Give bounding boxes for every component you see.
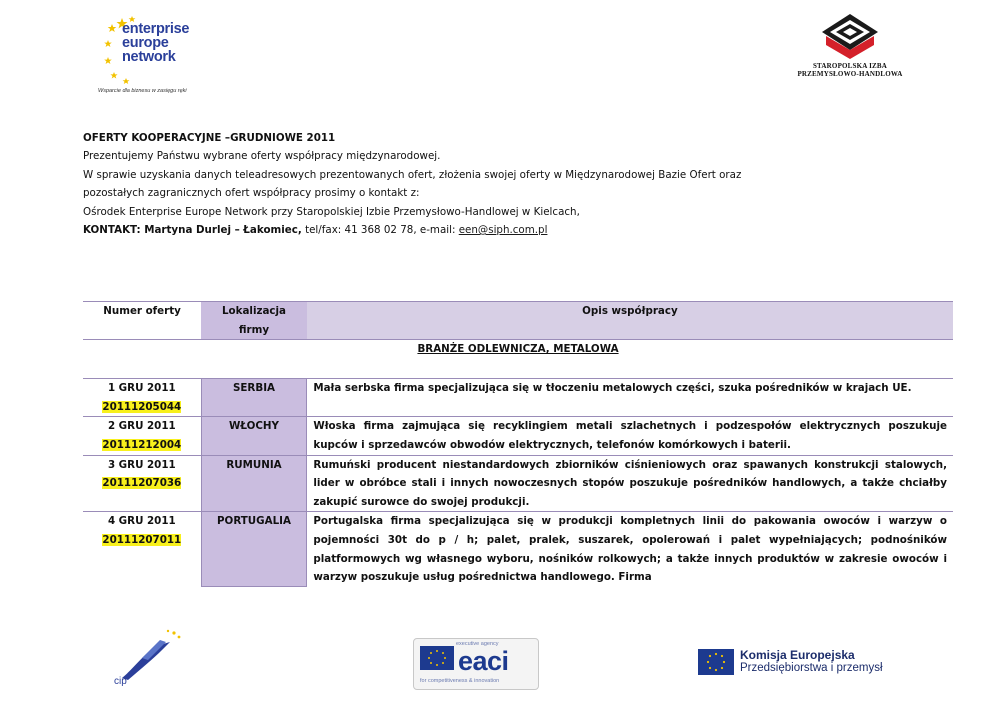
offer-number: 3 GRU 2011 [107, 458, 176, 471]
description-cell: Mała serbska firma specjalizująca się w tłoczeniu metalowych części, szuka pośredników w krajach UE. [307, 379, 953, 417]
ke-title: Komisja Europejska [740, 648, 855, 662]
country-cell: PORTUGALIA [201, 512, 307, 587]
siph-name-line1: STAROPOLSKA IZBA [812, 62, 888, 70]
cip-skier-icon [112, 628, 192, 688]
eu-flag-icon [698, 649, 734, 675]
header-description: Opis współpracy [307, 302, 953, 340]
siph-logo [780, 12, 920, 92]
eu-flag-icon [420, 646, 454, 670]
offer-number: 1 GRU 2011 [107, 382, 176, 395]
description-cell: Portugalska firma specjalizująca się w produkcji kompletnych linii do pakowania owoców i warzyw o pojemności 30t do p / h; palet, pralek, suszarek, opolerowań i palet wypełniających; podnośników platformowych wg własnego wyboru, nośników rolkowych; a także innych produktów w zakresie owoców i warzyw poszukuje usług pośrednictwa handlowego. Firma [307, 512, 953, 587]
offer-number: 2 GRU 2011 [107, 420, 176, 433]
table-row [83, 512, 953, 587]
header-location: Lokalizacja firmy [201, 302, 307, 340]
header-offer-number: Numer oferty [83, 302, 201, 340]
eaci-wordmark: eaci [458, 646, 509, 676]
offer-cell [83, 417, 201, 455]
contact-phone: tel/fax: 41 368 02 78, e-mail: [305, 224, 459, 237]
intro-line-2: W sprawie uzyskania danych teleadresowych prezentowanych ofert, złożenia swojej oferty w Międzynarodowej Bazie Ofert oraz [83, 168, 742, 181]
table-row [83, 417, 953, 455]
description-cell: Rumuński producent niestandardowych zbiorników ciśnieniowych oraz spawanych konstrukcji stalowych, lider w obróbce stali i innych nowoczesnych stopów poszukuje pośredników handlowych, a także chciałby zakupić surowce do swojej produkcji. [307, 455, 953, 512]
european-commission-logo [698, 648, 928, 678]
country-cell: WŁOCHY [201, 417, 307, 455]
offer-code: 20111207036 [102, 477, 182, 490]
table-header-row [83, 302, 953, 340]
cip-logo [112, 628, 192, 688]
section-row [83, 340, 953, 361]
een-logo-word-3: network [122, 49, 176, 65]
offer-code: 20111212004 [102, 438, 182, 451]
offer-code: 20111207011 [102, 533, 182, 546]
eaci-top-text: executive agency [456, 641, 499, 647]
country-cell: RUMUNIA [201, 455, 307, 512]
contact-email-link[interactable]: een@siph.com.pl [458, 224, 548, 237]
contact-line [83, 221, 943, 239]
offer-cell [83, 379, 201, 417]
table-row [83, 455, 953, 512]
contact-label: KONTAKT: Martyna Durlej – Łakomiec, [83, 224, 302, 237]
eaci-bottom-text: for competitiveness & innovation [420, 678, 500, 684]
intro-block [83, 129, 943, 239]
een-logo-word-2: europe [122, 35, 169, 51]
svg-text:cip: cip [114, 676, 127, 687]
siph-emblem-icon [820, 12, 880, 60]
een-logo-word-1: enterprise [122, 21, 190, 37]
document-title: OFERTY KOOPERACYJNE –GRUDNIOWE 2011 [83, 132, 336, 144]
offer-cell [83, 455, 201, 512]
intro-line-3: pozostałych zagranicznych ofert współpracy prosimy o kontakt z: [83, 187, 420, 200]
offer-code: 20111205044 [102, 400, 182, 413]
ke-subtitle: Przedsiębiorstwa i przemysł [740, 662, 883, 674]
enterprise-europe-network-logo [100, 12, 210, 100]
intro-line-1: Prezentujemy Państwu wybrane oferty współpracy międzynarodowej. [83, 150, 441, 163]
siph-name-line2: PRZEMYSŁOWO-HANDLOWA [797, 70, 903, 78]
eaci-logo [413, 638, 539, 690]
offer-number: 4 GRU 2011 [107, 515, 176, 528]
intro-line-4: Ośrodek Enterprise Europe Network przy Staropolskiej Izbie Przemysłowo-Handlowej w Kielcach, [83, 205, 580, 218]
een-tagline: Wsparcie dla biznesu w zasięgu ręki [98, 88, 187, 94]
description-cell: Włoska firma zajmująca się recyklingiem metali szlachetnych i podzespołów elektrycznych poszukuje kupców i sprzedawców obwodów elektrycznych, telefonów komórkowych i baterii. [307, 417, 953, 455]
country-cell: SERBIA [201, 379, 307, 417]
table-row [83, 379, 953, 417]
offers-table [83, 301, 953, 587]
offer-cell [83, 512, 201, 587]
section-title: BRANŻE ODLEWNICZA, METALOWA [417, 343, 619, 356]
